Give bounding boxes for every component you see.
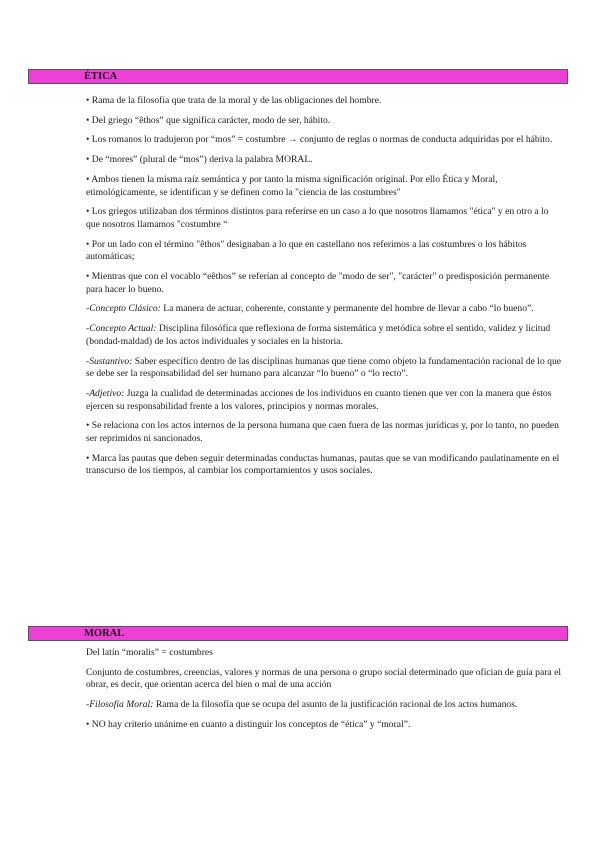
section-moral bbox=[28, 626, 568, 732]
section-content-moral bbox=[28, 647, 568, 732]
paragraph: • Mientras que con el vocablo “eêthos” se referían al concepto de "modo de ser", "carácter" o predisposición permanente para hacer lo bueno. bbox=[86, 271, 550, 295]
definition-term: -Concepto Actual: bbox=[86, 323, 157, 335]
definition-paragraph: -Adjetivo: Juzga la cualidad de determinadas acciones de los individuos en cuanto tienen que ver con la manera que éstos ejercen su responsabilidad frente a los valores, principios y normas morales. bbox=[86, 387, 552, 412]
section-title: ÉTICA bbox=[84, 71, 118, 82]
section-content-etica bbox=[28, 95, 568, 478]
paragraph: Del latín “moralis” = costumbres bbox=[86, 647, 213, 658]
paragraph: • Rama de la filosofía que trata de la moral y de las obligaciones del hombre. bbox=[86, 95, 382, 106]
paragraph: • Marca las pautas que deben seguir determinadas conductas humanas, pautas que se van modificando paulatinamente en el transcurso de los tiempos, al cambiar los comportamientos y usos sociales. bbox=[86, 452, 560, 477]
definition-term: -Concepto Clásico: bbox=[86, 303, 161, 315]
definition-paragraph: -Filosofía Moral: Rama de la filosofía que se ocupa del asunto de la justificación racional de los actos humanos. bbox=[86, 699, 518, 711]
definition-term: -Adjetivo: bbox=[86, 387, 125, 399]
definition-paragraph: -Sustantivo: Saber específico dentro de las disciplinas humanas que tiene como objeto la fundamentación racional de lo que se debe ser la responsabilidad del ser humano para alcanzar “lo bueno” o “lo recto”. bbox=[86, 355, 562, 380]
definition-paragraph: -Concepto Clásico: La manera de actuar, coherente, constante y permanente del hombre de llevar a cabo “lo bueno”. bbox=[86, 303, 534, 315]
definition-term: -Filosofía Moral: bbox=[86, 699, 154, 711]
paragraph: • Ambos tienen la misma raíz semántica y por tanto la misma significación original. Por ello Ética y Moral, etimológicamente, se identifican y se definen como la "ciencia de las costumbres" bbox=[86, 173, 498, 198]
paragraph: • Los griegos utilizaban dos términos distintos para referirse en un caso a lo que nosotros llamamos "ética" y en otro a lo que nosotros llamamos "costumbre “ bbox=[86, 206, 549, 230]
paragraph: • Por un lado con el término "êthos" designaban a lo que en castellano nos referimos a las costumbres o los hábitos automáticas; bbox=[86, 238, 527, 263]
paragraph: • NO hay criterio unánime en cuanto a distinguir los conceptos de “ética” y “moral”. bbox=[86, 718, 411, 730]
section-etica bbox=[28, 69, 568, 478]
paragraph: • De “mores” (plural de “mos”) deriva la palabra MORAL. bbox=[86, 154, 313, 166]
definition-term: -Sustantivo: bbox=[86, 355, 133, 367]
paragraph: • Del griego “êthos” que significa carácter, modo de ser, hábito. bbox=[86, 114, 331, 126]
paragraph: Conjunto de costumbres, creencias, valores y normas de una persona o grupo social determinado que ofician de guía para el obrar, es decir, que orientan acerca del bien o mal de una acción bbox=[86, 666, 561, 691]
section-header-moral bbox=[28, 626, 568, 641]
paragraph: • Los romanos lo tradujeron por “mos” = costumbre → conjunto de reglas o normas de conducta adquiridas por el hábito. bbox=[86, 134, 553, 146]
paragraph: • Se relaciona con los actos internos de la persona humana que caen fuera de las normas jurídicas y, por lo tanto, no pueden ser reprimidos ni sancionados. bbox=[86, 420, 559, 445]
section-header-etica bbox=[28, 69, 568, 84]
definition-paragraph: -Concepto Actual: Disciplina filosófica que reflexiona de forma sistemática y metódica sobre el sentido, validez y licitud (bondad-maldad) de los actos individuales y sociales en la historia. bbox=[86, 323, 551, 347]
section-title: MORAL bbox=[84, 628, 125, 639]
